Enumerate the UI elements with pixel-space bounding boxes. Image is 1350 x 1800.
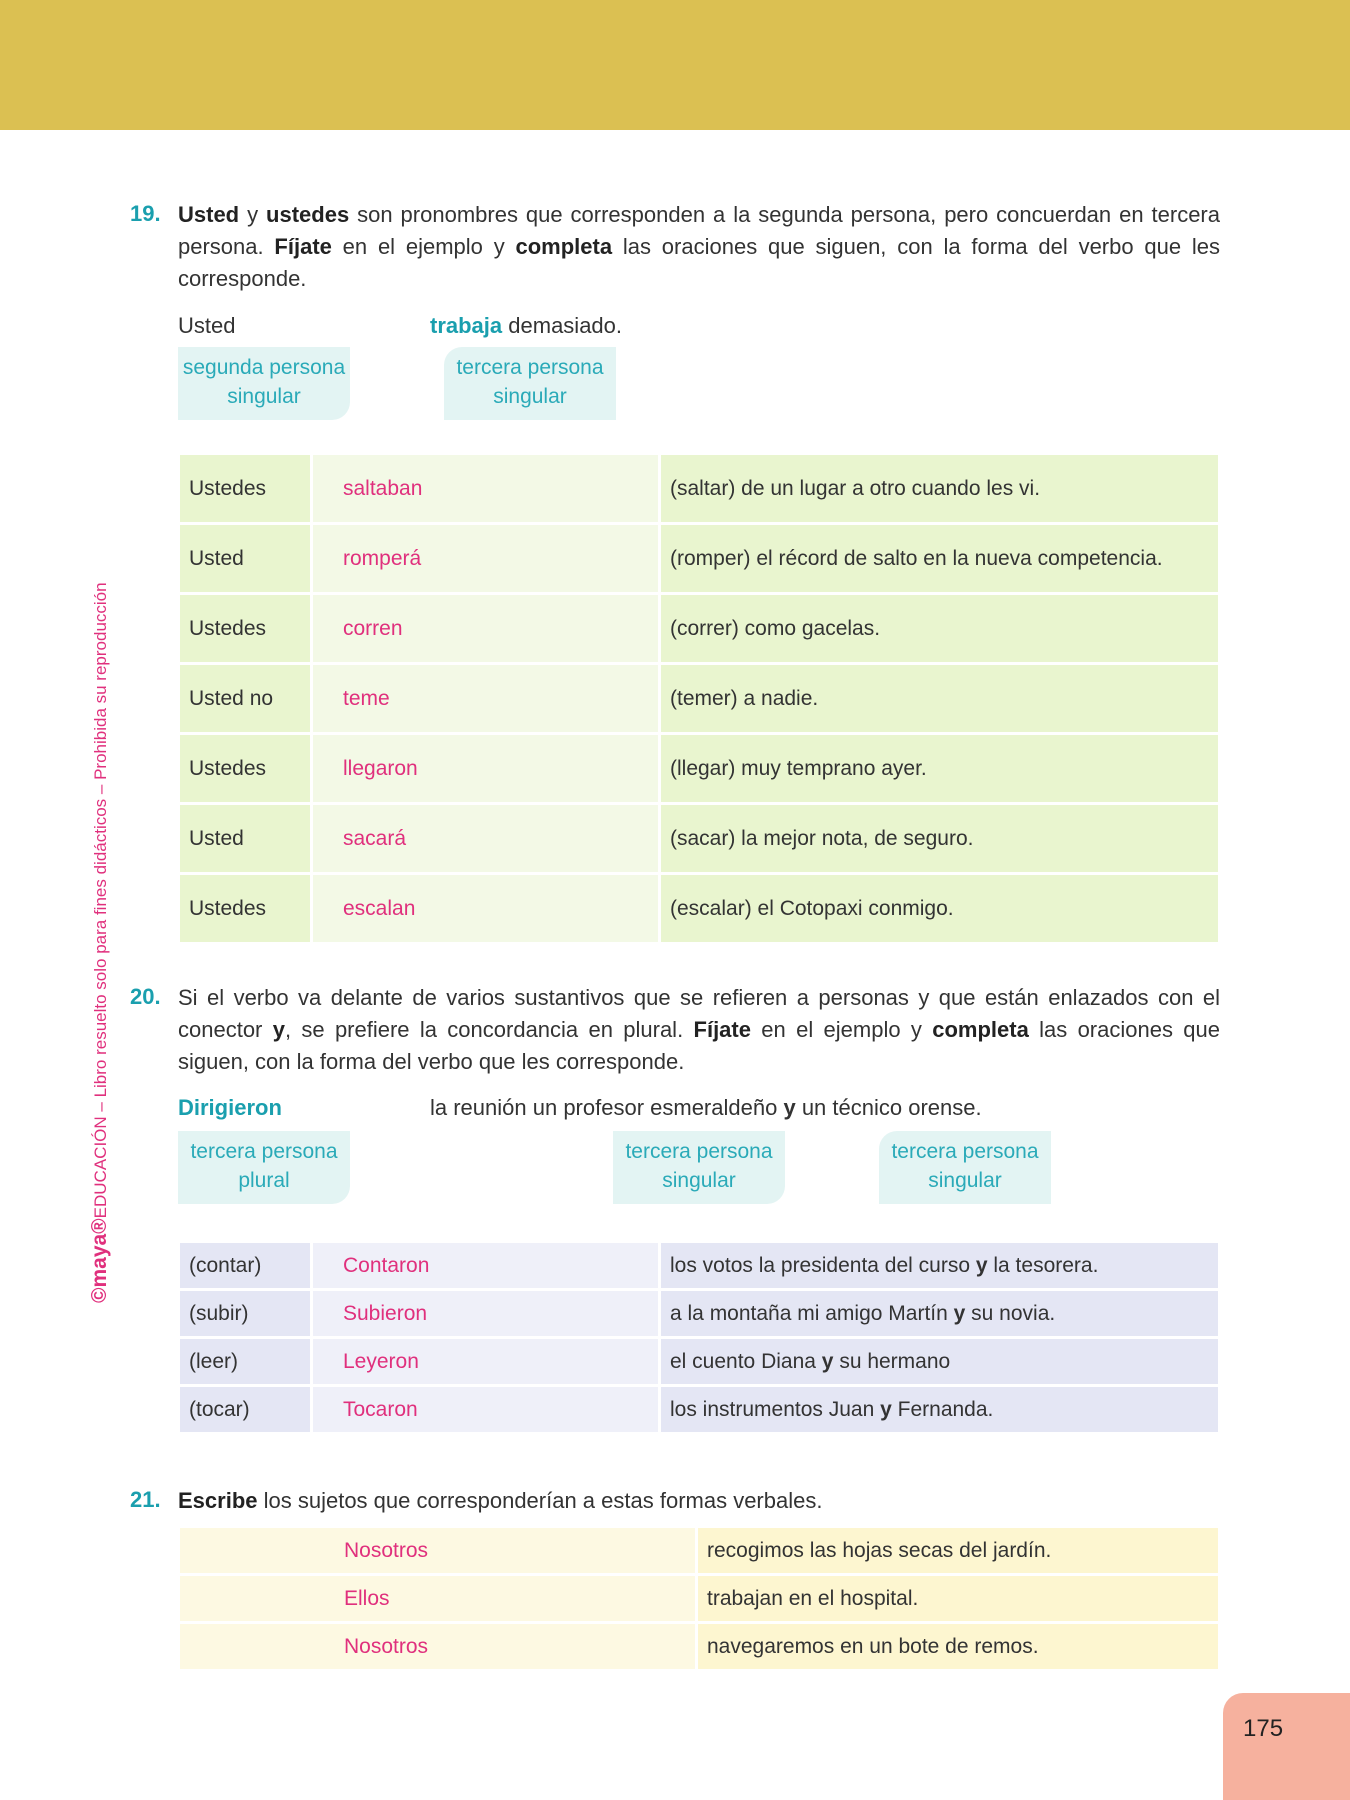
sentence-cell: los instrumentos Juan y Fernanda. bbox=[661, 1387, 1218, 1432]
answer-field[interactable]: Subieron bbox=[313, 1291, 658, 1336]
table-row bbox=[180, 455, 1218, 522]
answer-field[interactable]: Ellos bbox=[180, 1576, 695, 1621]
table-row bbox=[180, 735, 1218, 802]
infinitive-cell: (contar) bbox=[180, 1243, 310, 1288]
table-row bbox=[180, 1387, 1218, 1432]
sentence-cell: los votos la presidenta del curso y la tesorera. bbox=[661, 1243, 1218, 1288]
sentence-cell: (romper) el récord de salto en la nueva competencia. bbox=[661, 525, 1218, 592]
person-badge: segunda persona singular bbox=[178, 347, 350, 420]
maya-logo: ©maya® bbox=[88, 1218, 111, 1303]
exercise-number: 20. bbox=[130, 984, 161, 1009]
exercise-number: 19. bbox=[130, 201, 161, 226]
answer-field[interactable]: llegaron bbox=[313, 735, 658, 802]
sentence-cell: navegaremos en un bote de remos. bbox=[698, 1624, 1218, 1669]
copyright-notice: ©maya®EDUCACIÓN – Libro resuelto solo para fines didácticos – Prohibida su reproducción bbox=[88, 582, 111, 1303]
subject-cell: Usted no bbox=[180, 665, 310, 732]
answer-field[interactable]: Contaron bbox=[313, 1243, 658, 1288]
header-band bbox=[0, 0, 1350, 130]
table-row bbox=[180, 1576, 1218, 1621]
person-badge: tercera persona singular bbox=[444, 347, 616, 420]
sentence-cell: trabajan en el hospital. bbox=[698, 1576, 1218, 1621]
sentence-cell: a la montaña mi amigo Martín y su novia. bbox=[661, 1291, 1218, 1336]
subject-cell: Usted bbox=[180, 525, 310, 592]
sentence-cell: el cuento Diana y su hermano bbox=[661, 1339, 1218, 1384]
table-row bbox=[180, 595, 1218, 662]
sentence-cell: recogimos las hojas secas del jardín. bbox=[698, 1528, 1218, 1573]
answer-field[interactable]: escalan bbox=[313, 875, 658, 942]
sentence-cell: (llegar) muy temprano ayer. bbox=[661, 735, 1218, 802]
exercise-number: 21. bbox=[130, 1487, 161, 1512]
table-row bbox=[180, 1339, 1218, 1384]
subject-cell: Ustedes bbox=[180, 735, 310, 802]
subject-cell: Usted bbox=[180, 805, 310, 872]
answer-field[interactable]: corren bbox=[313, 595, 658, 662]
answer-field[interactable]: saltaban bbox=[313, 455, 658, 522]
sentence-cell: (temer) a nadie. bbox=[661, 665, 1218, 732]
table-row bbox=[180, 1528, 1218, 1573]
answer-field[interactable]: Tocaron bbox=[313, 1387, 658, 1432]
exercise-20-table bbox=[180, 1243, 1218, 1435]
page-number: 175 bbox=[1223, 1693, 1350, 1800]
subject-cell: Ustedes bbox=[180, 595, 310, 662]
exercise-19-instructions: Usted y ustedes son pronombres que corresponden a la segunda persona, pero concuerdan en tercera persona. Fíjate en el ejemplo y completa las oraciones que siguen, con la forma del verbo que les corresponde. bbox=[178, 202, 1227, 291]
example-verb: Dirigieron bbox=[178, 1095, 282, 1120]
exercise-20-instructions: Si el verbo va delante de varios sustantivos que se refieren a personas y que están enlazados con el conector y, se prefiere la concordancia en plural. Fíjate en el ejemplo y completa las oraciones que siguen, con la forma del verbo que les corresponde. bbox=[178, 985, 1227, 1074]
sentence-cell: (correr) como gacelas. bbox=[661, 595, 1218, 662]
answer-field[interactable]: Nosotros bbox=[180, 1528, 695, 1573]
table-row bbox=[180, 1624, 1218, 1669]
answer-field[interactable]: romperá bbox=[313, 525, 658, 592]
exercise-21-instructions: Escribe los sujetos que corresponderían a estas formas verbales. bbox=[178, 1488, 823, 1513]
sentence-cell: (saltar) de un lugar a otro cuando les vi. bbox=[661, 455, 1218, 522]
table-row bbox=[180, 525, 1218, 592]
example-sentence: la reunión un profesor esmeraldeño y un técnico orense. bbox=[430, 1095, 982, 1120]
table-row bbox=[180, 875, 1218, 942]
exercise-19-table bbox=[180, 455, 1218, 945]
sentence-cell: (escalar) el Cotopaxi conmigo. bbox=[661, 875, 1218, 942]
infinitive-cell: (tocar) bbox=[180, 1387, 310, 1432]
table-row bbox=[180, 1291, 1218, 1336]
answer-field[interactable]: sacará bbox=[313, 805, 658, 872]
table-row bbox=[180, 665, 1218, 732]
answer-field[interactable]: Leyeron bbox=[313, 1339, 658, 1384]
infinitive-cell: (leer) bbox=[180, 1339, 310, 1384]
person-badge: tercera persona singular bbox=[879, 1131, 1051, 1204]
answer-field[interactable]: Nosotros bbox=[180, 1624, 695, 1669]
table-row bbox=[180, 805, 1218, 872]
exercise-21-table bbox=[180, 1528, 1218, 1672]
subject-cell: Ustedes bbox=[180, 875, 310, 942]
person-badge: tercera persona singular bbox=[613, 1131, 785, 1204]
infinitive-cell: (subir) bbox=[180, 1291, 310, 1336]
person-badge: tercera persona plural bbox=[178, 1131, 350, 1204]
sentence-cell: (sacar) la mejor nota, de seguro. bbox=[661, 805, 1218, 872]
example-sentence: trabaja demasiado. bbox=[430, 313, 623, 338]
subject-cell: Ustedes bbox=[180, 455, 310, 522]
table-row bbox=[180, 1243, 1218, 1288]
answer-field[interactable]: teme bbox=[313, 665, 658, 732]
example-subject: Usted bbox=[178, 313, 236, 338]
